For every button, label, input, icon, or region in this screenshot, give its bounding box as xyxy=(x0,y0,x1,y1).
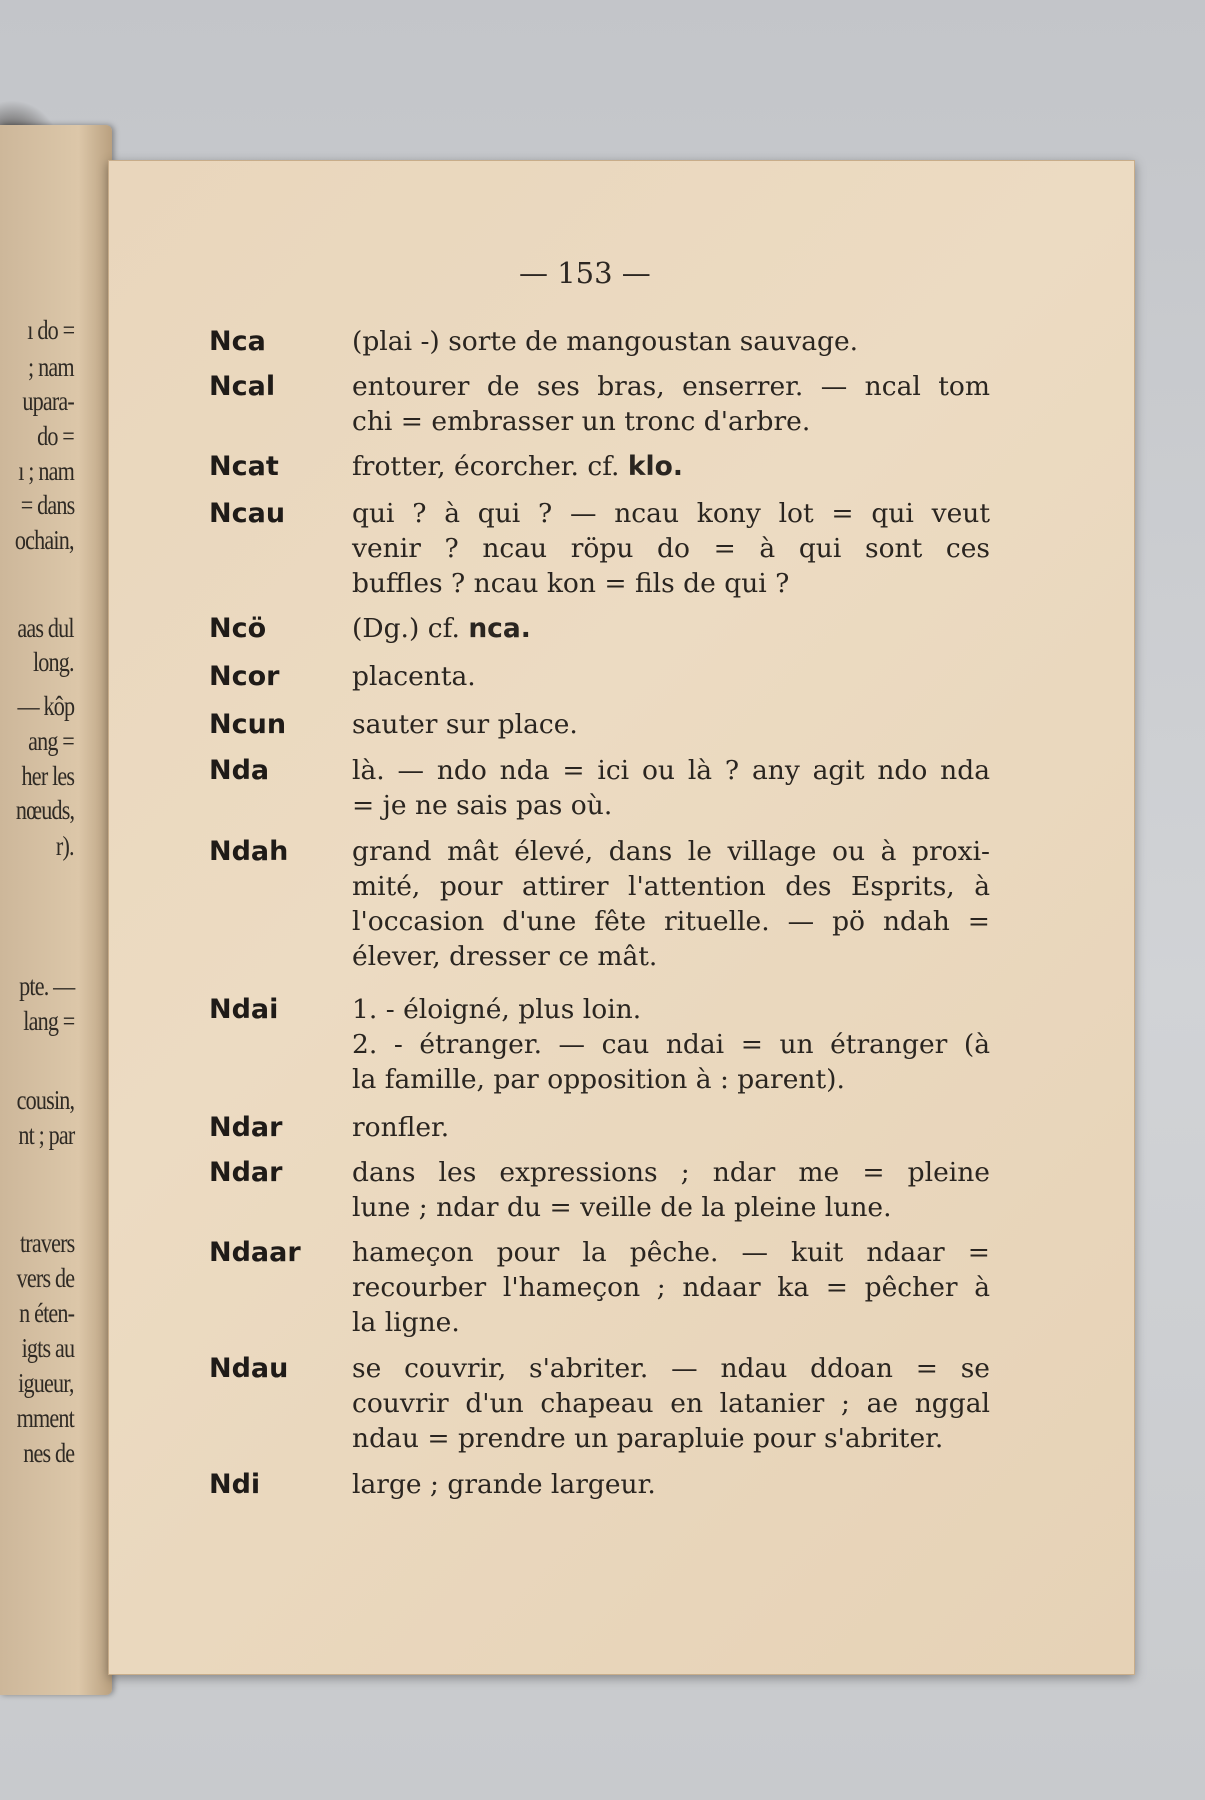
definition-line: chi = embrasser un tronc d'arbre. xyxy=(352,406,811,437)
headword: Ncat xyxy=(209,451,279,482)
definition-line: ronfler. xyxy=(352,1112,450,1143)
headword: Ndi xyxy=(209,1469,261,1500)
prev-page-fragment: aas dul xyxy=(17,613,74,643)
definition-line: grand mât élevé, dans le village ou à proxi- xyxy=(352,836,990,867)
definition-line: la famille, par opposition à : parent). xyxy=(352,1064,845,1095)
headword: Ndau xyxy=(209,1353,289,1384)
definition xyxy=(352,834,990,974)
definition-line: se couvrir, s'abriter. — ndau ddoan = se xyxy=(352,1353,990,1384)
definition xyxy=(352,1110,990,1145)
definition xyxy=(352,753,990,823)
definition-line: couvrir d'un chapeau en latanier ; ae nggal xyxy=(352,1388,990,1419)
definition-line: mité, pour attirer l'attention des Esprits, à xyxy=(352,871,990,902)
definition xyxy=(352,324,990,359)
page-number: — 153 — xyxy=(519,256,651,290)
headword: Nca xyxy=(209,326,266,357)
definition-line: recourber l'hameçon ; ndaar ka = pêcher à xyxy=(352,1272,990,1303)
prev-page-fragment: upara- xyxy=(22,386,74,416)
prev-page-fragment: — kôp xyxy=(17,691,74,721)
definition-line: là. — ndo nda = ici ou là ? any agit ndo nda xyxy=(352,755,990,786)
definition-line: buffles ? ncau kon = fils de qui ? xyxy=(352,568,790,599)
definition-line: hameçon pour la pêche. — kuit ndaar = xyxy=(352,1237,990,1268)
prev-page-fragment: cousin, xyxy=(16,1085,74,1115)
headword: Ncun xyxy=(209,709,287,740)
definition-line: l'occasion d'une fête rituelle. — pö ndah = xyxy=(352,906,990,937)
definition-line: placenta. xyxy=(352,661,476,692)
headword: Ncor xyxy=(209,661,280,692)
prev-page-fragment: ang = xyxy=(28,726,74,756)
definition-line: entourer de ses bras, enserrer. — ncal tom xyxy=(352,371,990,402)
definition xyxy=(352,1467,990,1502)
definition xyxy=(352,992,990,1097)
definition xyxy=(352,449,990,484)
definition-line: = je ne sais pas où. xyxy=(352,790,613,821)
prev-page-fragment: her les xyxy=(21,761,74,791)
headword: Ncö xyxy=(209,613,267,644)
headword: Ncal xyxy=(209,371,276,402)
dictionary-page xyxy=(108,160,1135,1675)
definition-line: (plai -) sorte de mangoustan sauvage. xyxy=(352,326,859,357)
definition-line: large ; grande largeur. xyxy=(352,1469,656,1500)
definition-line: dans les expressions ; ndar me = pleine xyxy=(352,1157,990,1188)
prev-page-fragment: nes de xyxy=(22,1438,74,1468)
definition-line: 2. - étranger. — cau ndai = un étranger (à xyxy=(352,1029,990,1060)
prev-page-fragment: do = xyxy=(37,421,74,451)
definition xyxy=(352,1235,990,1340)
prev-page-fragment: n éten- xyxy=(18,1298,74,1328)
prev-page-fragment: r). xyxy=(56,831,74,861)
definition-line: élever, dresser ce mât. xyxy=(352,941,658,972)
definition-line: lune ; ndar du = veille de la pleine lune. xyxy=(352,1192,892,1223)
previous-page xyxy=(0,125,112,1695)
definition-line: (Dg.) cf. xyxy=(352,613,460,644)
prev-page-fragment: nt ; par xyxy=(17,1120,74,1150)
definition xyxy=(352,707,990,742)
headword: Ndai xyxy=(209,994,279,1025)
definition-line: venir ? ncau röpu do = à qui sont ces xyxy=(352,533,990,564)
headword: Ndar xyxy=(209,1157,283,1188)
prev-page-fragment: nœuds, xyxy=(15,795,74,825)
prev-page-fragment: ı do = xyxy=(27,315,74,345)
definition xyxy=(352,496,990,601)
definition xyxy=(352,659,990,694)
prev-page-fragment: mment xyxy=(16,1403,74,1433)
definition-line: la ligne. xyxy=(352,1307,460,1338)
prev-page-fragment: pte. — xyxy=(18,971,74,1001)
definition xyxy=(352,611,990,646)
definition xyxy=(352,369,990,439)
headword: Ndaar xyxy=(209,1237,301,1268)
prev-page-fragment: igueur, xyxy=(18,1368,74,1398)
definition-line: frotter, écorcher. cf. xyxy=(352,451,620,482)
definition-line: 1. - éloigné, plus loin. xyxy=(352,994,642,1025)
definition xyxy=(352,1351,990,1456)
prev-page-fragment: travers xyxy=(19,1228,74,1258)
prev-page-fragment: lang = xyxy=(22,1006,74,1036)
prev-page-fragment: ı ; nam xyxy=(18,456,74,486)
prev-page-fragment: ochain, xyxy=(15,525,74,555)
definition xyxy=(352,1155,990,1225)
prev-page-fragment: long. xyxy=(33,647,74,677)
prev-page-fragment: igts au xyxy=(21,1333,74,1363)
prev-page-fragment: vers de xyxy=(16,1263,74,1293)
headword: Ncau xyxy=(209,498,286,529)
cross-reference: klo. xyxy=(627,451,683,482)
headword: Ndah xyxy=(209,836,289,867)
definition-line: qui ? à qui ? — ncau kony lot = qui veut xyxy=(352,498,990,529)
headword: Nda xyxy=(209,755,270,786)
definition-line: ndau = prendre un parapluie pour s'abriter. xyxy=(352,1423,944,1454)
cross-reference: nca. xyxy=(468,613,531,644)
prev-page-fragment: ; nam xyxy=(28,352,74,382)
headword: Ndar xyxy=(209,1112,283,1143)
definition-line: sauter sur place. xyxy=(352,709,578,740)
prev-page-fragment: = dans xyxy=(20,490,74,520)
